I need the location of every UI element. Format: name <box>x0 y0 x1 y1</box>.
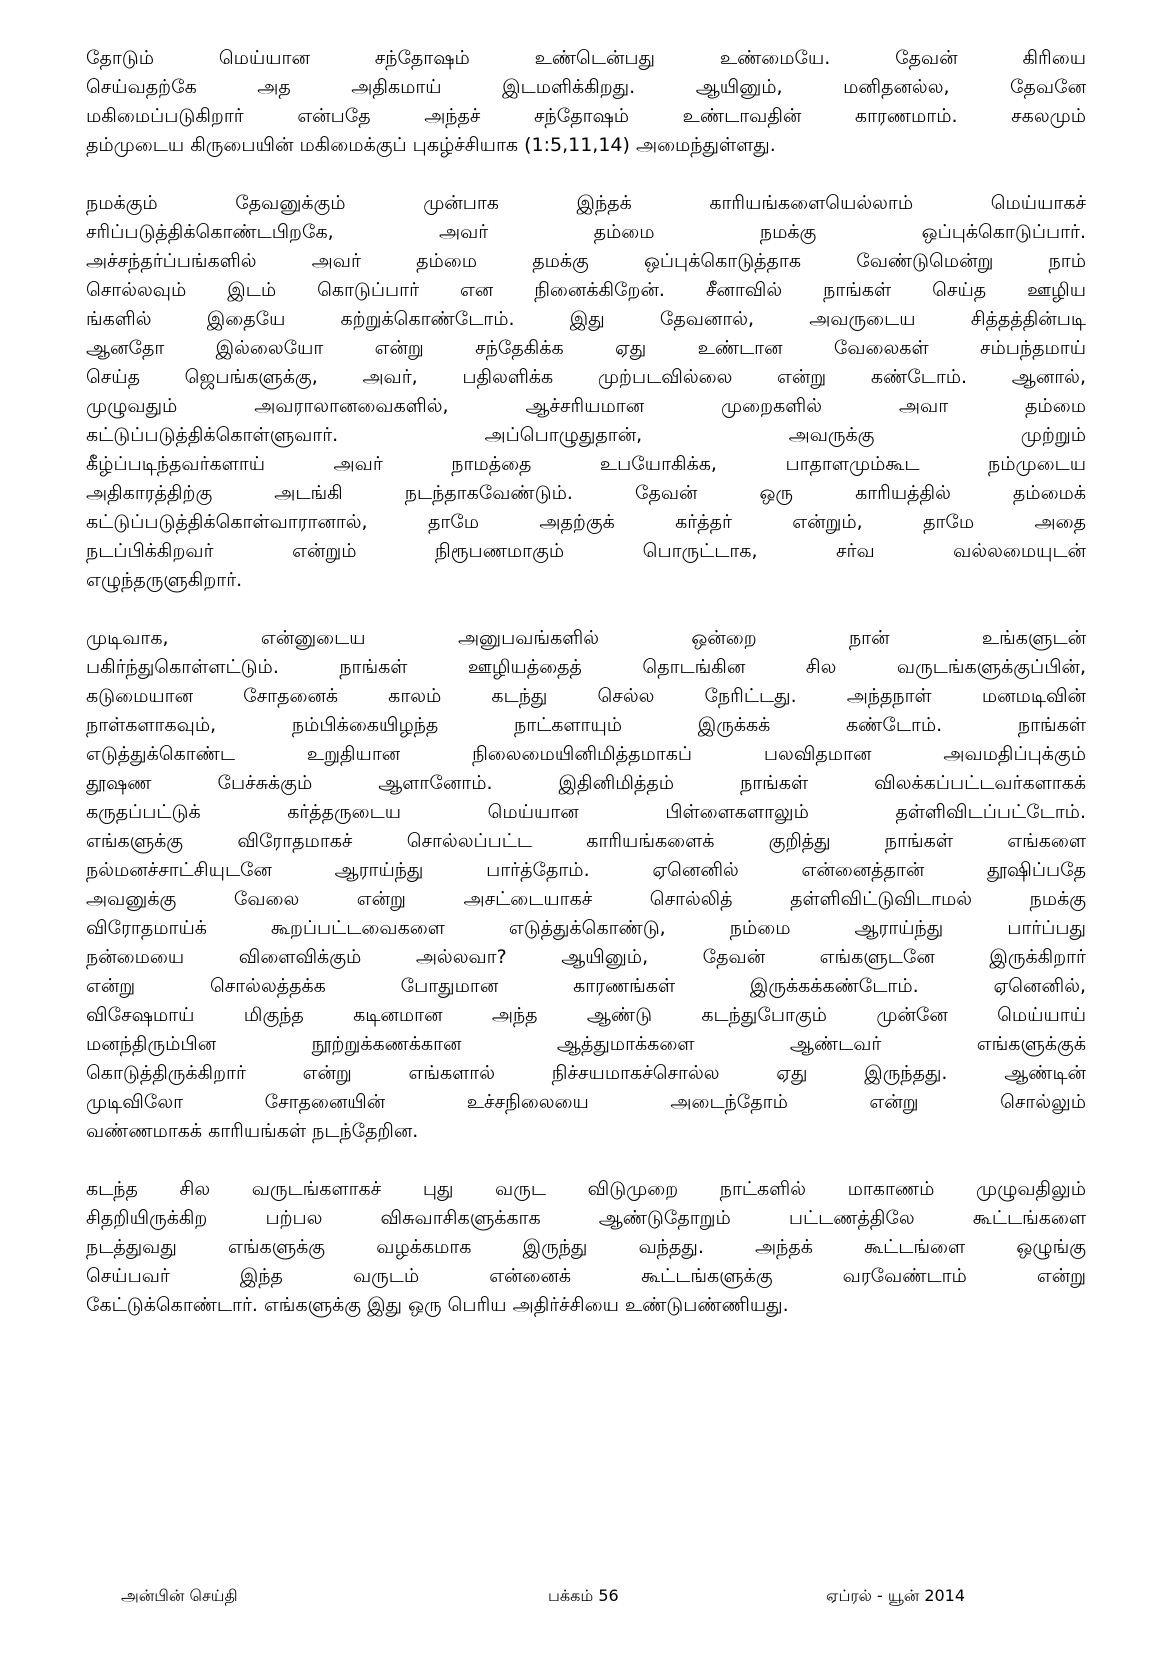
text-line: சிதறியிருக்கிற பற்பல விசுவாசிகளுக்காக ஆண்டுதோறும் பட்டணத்திலே கூட்டங்களை <box>86 1207 1086 1229</box>
text-line: நல்மனச்சாட்சியுடனே ஆராய்ந்து பார்த்தோம். ஏனெனில் என்னைத்தான் தூஷிப்பதே <box>86 859 1087 881</box>
text-line: தூஷண பேச்சுக்கும் ஆளானோம். இதினிமித்தம் நாங்கள் விலக்கப்பட்டவர்களாகக் <box>86 772 1086 794</box>
text-line: கேட்டுக்கொண்டார். எங்களுக்கு இது ஒரு பெரிய அதிர்ச்சியை உண்டுபண்ணியது. <box>86 1294 789 1316</box>
text-line: செய்த ஜெபங்களுக்கு, அவர், பதிலளிக்க முற்படவில்லை என்று கண்டோம். ஆனால், <box>86 366 1086 388</box>
text-line: கீழ்ப்படிந்தவர்களாய் அவர் நாமத்தை உபயோகிக்க, பாதாளமும்கூட நம்முடைய <box>86 453 1086 475</box>
paragraph-3 <box>86 624 1086 1146</box>
text-line: அதிகாரத்திற்கு அடங்கி நடந்தாகவேண்டும். தேவன் ஒரு காரியத்தில் தம்மைக் <box>86 482 1086 504</box>
text-line: நாள்களாகவும், நம்பிக்கையிழந்த நாட்களாயும் இருக்கக் கண்டோம். நாங்கள் <box>86 714 1086 736</box>
paragraph-2 <box>86 189 1086 595</box>
text-line: நடப்பிக்கிறவர் என்றும் நிரூபணமாகும் பொருட்டாக, சர்வ வல்லமையுடன் <box>86 540 1086 562</box>
text-line: ஆனதோ இல்லையோ என்று சந்தேகிக்க ஏது உண்டான வேலைகள் சம்பந்தமாய் <box>86 337 1086 359</box>
footer-publication-name: அன்பின் செய்தி <box>121 1586 238 1605</box>
text-line: கட்டுப்படுத்திக்கொள்வாரானால், தாமே அதற்குக் கர்த்தர் என்றும், தாமே அதை <box>86 511 1086 533</box>
text-line: நடத்துவது எங்களுக்கு வழக்கமாக இருந்து வந்தது. அந்தக் கூட்டங்ளை ஒழுங்கு <box>86 1236 1086 1258</box>
text-line: நன்மையை விளைவிக்கும் அல்லவா? ஆயினும், தேவன் எங்களுடனே இருக்கிறார் <box>86 946 1086 968</box>
text-line: பகிர்ந்துகொள்ளட்டும். நாங்கள் ஊழியத்தைத் தொடங்கின சில வருடங்களுக்குப்பின், <box>86 656 1086 678</box>
text-line: விசேஷமாய் மிகுந்த கடினமான அந்த ஆண்டு கடந்துபோகும் முன்னே மெய்யாய் <box>86 1004 1086 1026</box>
page-body <box>86 44 1086 1349</box>
text-line: கடுமையான சோதனைக் காலம் கடந்து செல்ல நேரிட்டது. அந்தநாள் மனமடிவின் <box>86 685 1086 707</box>
text-line: மனந்திரும்பின நூற்றுக்கணக்கான ஆத்துமாக்களை ஆண்டவர் எங்களுக்குக் <box>86 1033 1086 1055</box>
text-line: செய்பவர் இந்த வருடம் என்னைக் கூட்டங்களுக்கு வரவேண்டாம் என்று <box>86 1265 1086 1287</box>
text-line: முடிவாக, என்னுடைய அனுபவங்களில் ஒன்றை நான் உங்களுடன் <box>86 627 1086 649</box>
text-line: மகிமைப்படுகிறார் என்பதே அந்தச் சந்தோஷம் உண்டாவதின் காரணமாம். சகலமும் <box>86 105 1086 127</box>
text-line: முழுவதும் அவராலானவைகளில், ஆச்சரியமான முறைகளில் அவா தம்மை <box>86 395 1086 417</box>
text-line: அவனுக்கு வேலை என்று அசட்டையாகச் சொல்லித் தள்ளிவிட்டுவிடாமல் நமக்கு <box>86 888 1086 910</box>
text-line: கருதப்பட்டுக் கர்த்தருடைய மெய்யான பிள்ளைகளாலும் தள்ளிவிடப்பட்டோம். <box>86 801 1086 823</box>
text-line: நமக்கும் தேவனுக்கும் முன்பாக இந்தக் காரியங்களையெல்லாம் மெய்யாகச் <box>86 192 1086 214</box>
text-line: கட்டுப்படுத்திக்கொள்ளுவார். அப்பொழுதுதான், அவருக்கு முற்றும் <box>86 424 1086 446</box>
paragraph-1 <box>86 44 1086 160</box>
text-line: சரிப்படுத்திக்கொண்டபிறகே, அவர் தம்மை நமக்கு ஒப்புக்கொடுப்பார். <box>86 221 1086 243</box>
paragraph-4 <box>86 1175 1086 1320</box>
text-line: எடுத்துக்கொண்ட உறுதியான நிலைமையினிமித்தமாகப் பலவிதமான அவமதிப்புக்கும் <box>86 743 1086 765</box>
text-line: விரோதமாய்க் கூறப்பட்டவைகளை எடுத்துக்கொண்டு, நம்மை ஆராய்ந்து பார்ப்பது <box>86 917 1086 939</box>
text-line: தம்முடைய கிருபையின் மகிமைக்குப் புகழ்ச்சியாக (1:5,11,14) அமைந்துள்ளது. <box>86 134 776 156</box>
text-line: கடந்த சில வருடங்களாகச் புது வருட விடுமுறை நாட்களில் மாகாணம் முழுவதிலும் <box>86 1178 1086 1200</box>
text-line: ங்களில் இதையே கற்றுக்கொண்டோம். இது தேவனால், அவருடைய சித்தத்தின்படி <box>86 308 1086 330</box>
text-line: செய்வதற்கே அத அதிகமாய் இடமளிக்கிறது. ஆயினும், மனிதனல்ல, தேவனே <box>86 76 1086 98</box>
text-line: சொல்லவும் இடம் கொடுப்பார் என நினைக்கிறேன். சீனாவில் நாங்கள் செய்த ஊழிய <box>86 279 1086 301</box>
page-footer <box>0 1584 1167 1608</box>
footer-issue-date: ஏப்ரல் - யூன் 2014 <box>826 1586 966 1605</box>
text-line: கொடுத்திருக்கிறார் என்று எங்களால் நிச்சயமாகச்சொல்ல ஏது இருந்தது. ஆண்டின் <box>86 1062 1086 1084</box>
text-line: எழுந்தருளுகிறார். <box>86 569 243 591</box>
text-line: எங்களுக்கு விரோதமாகச் சொல்லப்பட்ட காரியங்களைக் குறித்து நாங்கள் எங்களை <box>86 830 1086 852</box>
text-line: அச்சந்தர்ப்பங்களில் அவர் தம்மை தமக்கு ஒப்புக்கொடுத்தாக வேண்டுமென்று நாம் <box>86 250 1086 272</box>
footer-page-number: பக்கம் 56 <box>548 1586 619 1605</box>
text-line: என்று சொல்லத்தக்க போதுமான காரணங்கள் இருக்கக்கண்டோம். ஏனெனில், <box>86 975 1086 997</box>
text-line: தோடும் மெய்யான சந்தோஷம் உண்டென்பது உண்மையே. தேவன் கிரியை <box>86 47 1086 69</box>
text-line: வண்ணமாகக் காரியங்கள் நடந்தேறின. <box>86 1120 419 1142</box>
text-line: முடிவிலோ சோதனையின் உச்சநிலையை அடைந்தோம் என்று சொல்லும் <box>86 1091 1086 1113</box>
